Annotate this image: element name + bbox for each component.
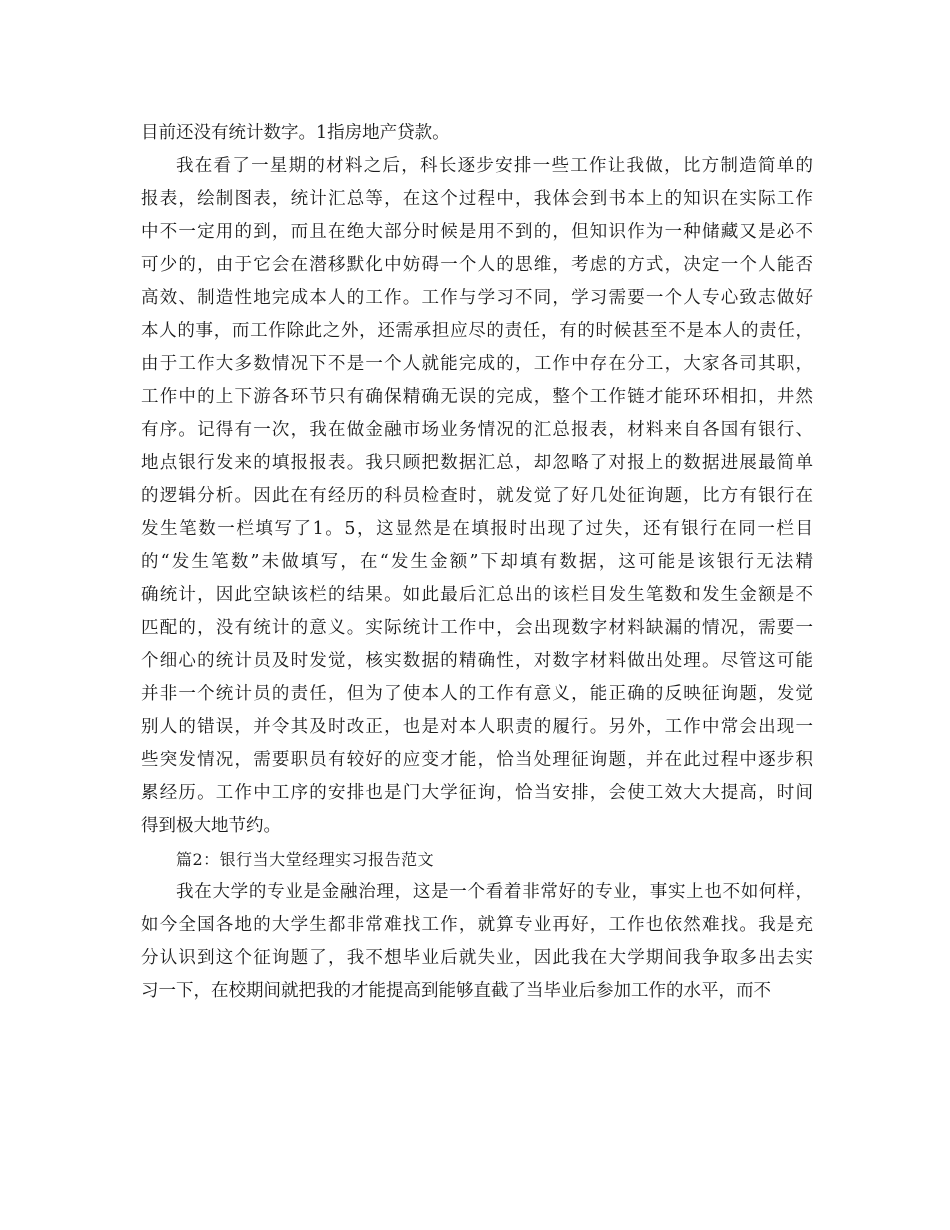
text-line: 得到极大地节约。 <box>141 816 281 836</box>
text-line: 些突发情况，需要职员有较好的应变才能，恰当处理征询题，并在此过程中逐步积 <box>141 750 813 770</box>
text-line: 的“发生笔数”未做填写，在“发生金额”下却填有数据，这可能是该银行无法精 <box>141 552 813 572</box>
text-line: 由于工作大多数情况下不是一个人就能完成的，工作中存在分工，大家各司其职， <box>141 354 813 374</box>
text-line: 累经历。工作中工序的安排也是门大学征询，恰当安排，会使工效大大提高，时间 <box>141 783 813 803</box>
text-line: 可少的，由于它会在潜移默化中妨碍一个人的思维，考虑的方式，决定一个人能否 <box>141 255 813 275</box>
paragraph-work-experience <box>141 150 813 843</box>
text-line: 的逻辑分析。因此在有经历的科员检查时，就发觉了好几处征询题，比方有银行在 <box>141 486 813 506</box>
paragraph-major <box>141 876 813 1008</box>
text-line: 确统计，因此空缺该栏的结果。如此最后汇总出的该栏目发生笔数和发生金额是不 <box>141 585 813 605</box>
section-heading <box>141 843 813 876</box>
text-line: 有序。记得有一次，我在做金融市场业务情况的汇总报表，材料来自各国有银行、 <box>141 420 813 440</box>
text-line: 匹配的，没有统计的意义。实际统计工作中，会出现数字材料缺漏的情况，需要一 <box>141 618 813 638</box>
text-line: 本人的事，而工作除此之外，还需承担应尽的责任，有的时候甚至不是本人的责任， <box>141 321 813 341</box>
text-line: 并非一个统计员的责任，但为了使本人的工作有意义，能正确的反映征询题，发觉 <box>141 684 813 704</box>
text-line: 中不一定用的到，而且在绝大部分时候是用不到的，但知识作为一种储藏又是必不 <box>141 222 813 242</box>
text-line: 目前还没有统计数字。1指房地产贷款。 <box>141 123 450 143</box>
text-line: 我在大学的专业是金融治理，这是一个看着非常好的专业，事实上也不如何样， <box>176 882 813 902</box>
text-line: 分认识到这个征询题了，我不想毕业后就失业，因此我在大学期间我争取多出去实 <box>141 948 813 968</box>
text-line: 我在看了一星期的材料之后，科长逐步安排一些工作让我做，比方制造简单的 <box>176 156 813 176</box>
text-line: 地点银行发来的填报报表。我只顾把数据汇总，却忽略了对报上的数据进展最简单 <box>141 453 813 473</box>
text-line: 发生笔数一栏填写了1。5，这显然是在填报时出现了过失，还有银行在同一栏目 <box>141 519 813 539</box>
text-line: 习一下，在校期间就把我的才能提高到能够直截了当毕业后参加工作的水平，而不 <box>141 981 771 1001</box>
text-line: 报表，绘制图表，统计汇总等，在这个过程中，我体会到书本上的知识在实际工作 <box>141 189 813 209</box>
paragraph-continuation <box>141 117 813 150</box>
text-line: 高效、制造性地完成本人的工作。工作与学习不同，学习需要一个人专心致志做好 <box>141 288 813 308</box>
text-line: 工作中的上下游各环节只有确保精确无误的完成，整个工作链才能环环相扣，井然 <box>141 387 813 407</box>
text-line: 个细心的统计员及时发觉，核实数据的精确性，对数字材料做出处理。尽管这可能 <box>141 651 813 671</box>
document-page <box>141 117 813 1008</box>
heading-text: 篇2：银行当大堂经理实习报告范文 <box>176 850 435 869</box>
text-line: 如今全国各地的大学生都非常难找工作，就算专业再好，工作也依然难找。我是充 <box>141 915 813 935</box>
text-line: 别人的错误，并令其及时改正，也是对本人职责的履行。另外，工作中常会出现一 <box>141 717 813 737</box>
